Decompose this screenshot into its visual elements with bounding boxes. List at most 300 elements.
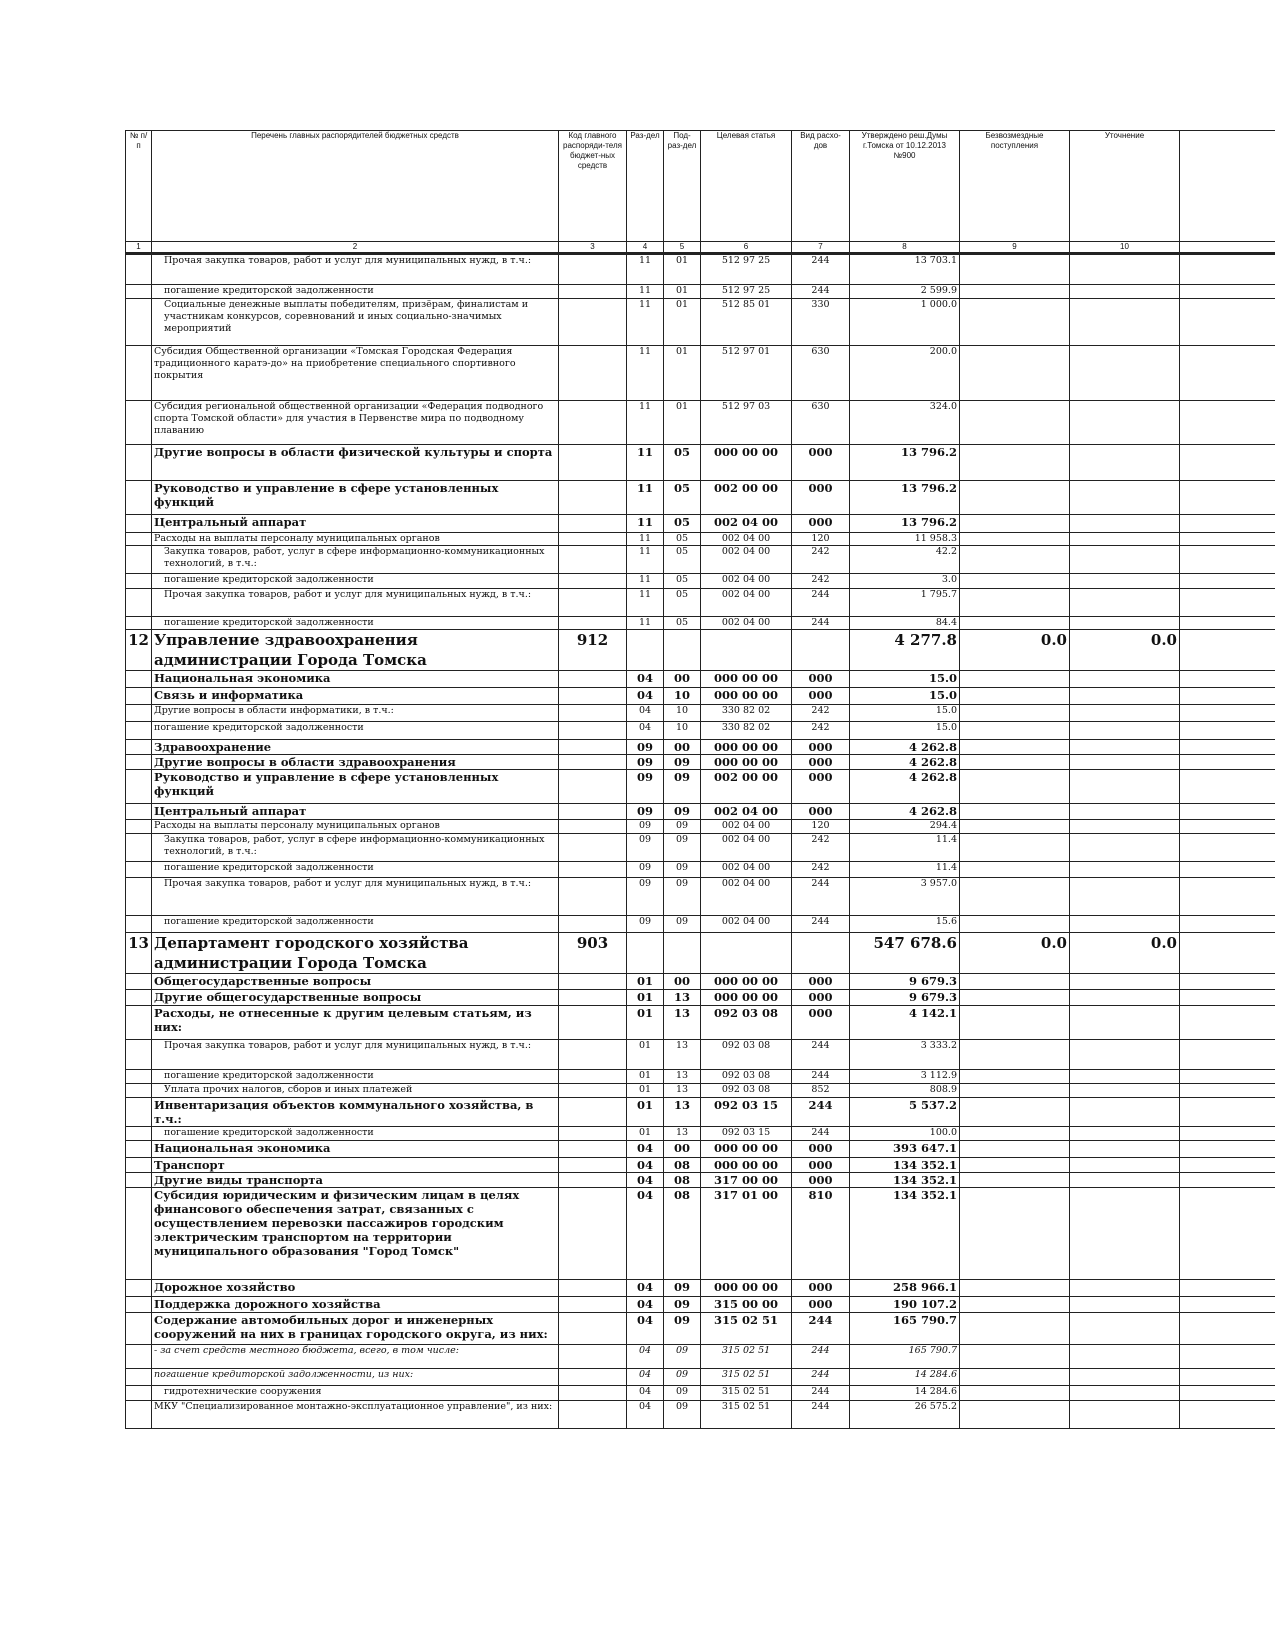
cell-code [559, 1158, 627, 1173]
cell-utoch: 0.0 [1070, 630, 1180, 671]
cell-utv: 26 575.2 [850, 1401, 960, 1429]
cell-utoch [1070, 285, 1180, 299]
cell-extra [1180, 834, 1275, 862]
cell-bezv [960, 481, 1070, 515]
cell-utoch [1070, 533, 1180, 546]
cell-statya: 002 04 00 [701, 574, 792, 589]
cell-razdel: 09 [627, 804, 664, 820]
cell-utoch [1070, 1345, 1180, 1369]
cell-vid: 000 [792, 804, 850, 820]
table-row [126, 722, 1275, 740]
cell-statya: 000 00 00 [701, 688, 792, 705]
cell-razdel: 01 [627, 1070, 664, 1084]
cell-name: Другие вопросы в области физической культуры и спорта [152, 445, 559, 481]
table-row [126, 1369, 1275, 1386]
cell-vid: 000 [792, 755, 850, 770]
cell-utv: 4 262.8 [850, 770, 960, 804]
cell-razdel: 04 [627, 1188, 664, 1280]
cell-num [126, 285, 152, 299]
cell-vid: 244 [792, 285, 850, 299]
cell-code [559, 574, 627, 589]
cell-podrazdel: 09 [664, 878, 701, 916]
cell-utv: 165 790.7 [850, 1345, 960, 1369]
cell-extra [1180, 862, 1275, 878]
cell-vid: 852 [792, 1084, 850, 1098]
cell-bezv: 0.0 [960, 630, 1070, 671]
cell-razdel: 09 [627, 820, 664, 834]
cell-num [126, 589, 152, 617]
cell-code [559, 254, 627, 285]
cell-code [559, 671, 627, 688]
cell-vid: 000 [792, 1280, 850, 1297]
cell-utoch [1070, 688, 1180, 705]
cell-num [126, 1098, 152, 1127]
header-num: № п/п [126, 131, 152, 242]
cell-num [126, 1158, 152, 1173]
cell-razdel: 04 [627, 1369, 664, 1386]
cell-extra [1180, 401, 1275, 445]
cell-utv: 9 679.3 [850, 974, 960, 990]
cell-podrazdel: 09 [664, 1297, 701, 1313]
cell-vid: 000 [792, 515, 850, 533]
cell-name: Здравоохранение [152, 740, 559, 755]
cell-statya: 002 04 00 [701, 515, 792, 533]
cell-extra [1180, 1158, 1275, 1173]
header-podrazdel: Под-раз-дел [664, 131, 701, 242]
cell-statya: 002 04 00 [701, 546, 792, 574]
cell-podrazdel: 09 [664, 770, 701, 804]
cell-utoch [1070, 1098, 1180, 1127]
cell-extra [1180, 1401, 1275, 1429]
cell-podrazdel: 05 [664, 546, 701, 574]
cell-code [559, 1127, 627, 1141]
cell-code [559, 1070, 627, 1084]
cell-bezv [960, 574, 1070, 589]
header-utoch: Уточнение [1070, 131, 1180, 242]
cell-utv: 258 966.1 [850, 1280, 960, 1297]
cell-num [126, 1070, 152, 1084]
cell-name: Дорожное хозяйство [152, 1280, 559, 1297]
cell-num [126, 1401, 152, 1429]
cell-num [126, 1188, 152, 1280]
cell-utoch [1070, 722, 1180, 740]
cell-extra [1180, 617, 1275, 630]
cell-statya: 317 01 00 [701, 1188, 792, 1280]
cell-extra [1180, 1188, 1275, 1280]
cell-num [126, 1127, 152, 1141]
cell-vid: 630 [792, 346, 850, 401]
cell-bezv [960, 862, 1070, 878]
cell-code [559, 916, 627, 933]
table-row [126, 804, 1275, 820]
cell-bezv [960, 1280, 1070, 1297]
cell-extra [1180, 1084, 1275, 1098]
table-row [126, 1084, 1275, 1098]
cell-bezv [960, 1098, 1070, 1127]
cell-razdel: 01 [627, 1040, 664, 1070]
cell-name: погашение кредиторской задолженности [152, 574, 559, 589]
table-row [126, 630, 1275, 671]
cell-code [559, 834, 627, 862]
cell-utv: 84.4 [850, 617, 960, 630]
cell-bezv [960, 688, 1070, 705]
cell-extra [1180, 1386, 1275, 1401]
cell-razdel: 11 [627, 574, 664, 589]
colnum: 8 [850, 242, 960, 254]
cell-vid [792, 933, 850, 974]
cell-bezv [960, 1188, 1070, 1280]
cell-statya: 000 00 00 [701, 445, 792, 481]
cell-razdel: 11 [627, 254, 664, 285]
colnum: 2 [152, 242, 559, 254]
cell-extra [1180, 574, 1275, 589]
cell-utv: 4 262.8 [850, 740, 960, 755]
cell-vid: 242 [792, 574, 850, 589]
cell-name: МКУ "Специализированное монтажно-эксплуатационное управление", из них: [152, 1401, 559, 1429]
cell-bezv [960, 974, 1070, 990]
header-statya: Целевая статья [701, 131, 792, 242]
cell-extra [1180, 705, 1275, 722]
cell-podrazdel: 08 [664, 1158, 701, 1173]
cell-num [126, 740, 152, 755]
cell-razdel: 01 [627, 1098, 664, 1127]
cell-extra [1180, 1313, 1275, 1345]
cell-bezv [960, 546, 1070, 574]
cell-name: Департамент городского хозяйства администрации Города Томска [152, 933, 559, 974]
cell-name: Другие виды транспорта [152, 1173, 559, 1188]
cell-vid: 000 [792, 1297, 850, 1313]
cell-utv: 4 262.8 [850, 755, 960, 770]
table-row [126, 974, 1275, 990]
cell-vid: 244 [792, 1040, 850, 1070]
cell-name: погашение кредиторской задолженности, из них: [152, 1369, 559, 1386]
cell-razdel: 11 [627, 445, 664, 481]
cell-extra [1180, 346, 1275, 401]
cell-bezv [960, 878, 1070, 916]
cell-utv: 808.9 [850, 1084, 960, 1098]
cell-code [559, 1188, 627, 1280]
cell-vid: 000 [792, 671, 850, 688]
cell-name: Другие вопросы в области информатики, в т.ч.: [152, 705, 559, 722]
cell-razdel: 09 [627, 740, 664, 755]
cell-podrazdel: 09 [664, 834, 701, 862]
cell-statya: 000 00 00 [701, 740, 792, 755]
cell-utv: 200.0 [850, 346, 960, 401]
cell-razdel: 04 [627, 1297, 664, 1313]
cell-code [559, 1141, 627, 1158]
cell-code: 912 [559, 630, 627, 671]
cell-extra [1180, 1127, 1275, 1141]
cell-bezv [960, 705, 1070, 722]
cell-code [559, 589, 627, 617]
cell-num [126, 546, 152, 574]
cell-extra [1180, 878, 1275, 916]
cell-vid: 244 [792, 1401, 850, 1429]
cell-extra [1180, 1345, 1275, 1369]
cell-utv: 4 277.8 [850, 630, 960, 671]
cell-podrazdel: 09 [664, 1401, 701, 1429]
cell-vid: 630 [792, 401, 850, 445]
cell-code [559, 1040, 627, 1070]
cell-name: погашение кредиторской задолженности [152, 1127, 559, 1141]
table-row [126, 533, 1275, 546]
cell-utoch [1070, 1127, 1180, 1141]
cell-vid: 810 [792, 1188, 850, 1280]
cell-name: погашение кредиторской задолженности [152, 285, 559, 299]
cell-utv: 190 107.2 [850, 1297, 960, 1313]
cell-podrazdel: 08 [664, 1173, 701, 1188]
cell-utv: 134 352.1 [850, 1173, 960, 1188]
cell-utoch [1070, 1070, 1180, 1084]
cell-name: погашение кредиторской задолженности [152, 722, 559, 740]
cell-utoch [1070, 481, 1180, 515]
cell-name: Субсидия Общественной организации «Томская Городская Федерация традиционного каратэ-до» на приобретение специального спортивного покрытия [152, 346, 559, 401]
cell-code [559, 755, 627, 770]
cell-vid: 244 [792, 1313, 850, 1345]
cell-num [126, 1141, 152, 1158]
cell-utv: 294.4 [850, 820, 960, 834]
cell-code [559, 445, 627, 481]
cell-podrazdel: 01 [664, 346, 701, 401]
cell-vid: 000 [792, 1158, 850, 1173]
cell-utv: 5 537.2 [850, 1098, 960, 1127]
table-row [126, 740, 1275, 755]
cell-name: Прочая закупка товаров, работ и услуг для муниципальных нужд, в т.ч.: [152, 589, 559, 617]
cell-razdel: 04 [627, 1280, 664, 1297]
cell-statya: 000 00 00 [701, 671, 792, 688]
cell-name: Уплата прочих налогов, сборов и иных платежей [152, 1084, 559, 1098]
cell-num: 13 [126, 933, 152, 974]
cell-statya: 315 02 51 [701, 1401, 792, 1429]
cell-bezv [960, 1040, 1070, 1070]
cell-utoch [1070, 1040, 1180, 1070]
cell-bezv [960, 804, 1070, 820]
table-row [126, 1006, 1275, 1040]
cell-vid: 000 [792, 1006, 850, 1040]
cell-bezv [960, 515, 1070, 533]
cell-razdel: 09 [627, 878, 664, 916]
cell-utv: 324.0 [850, 401, 960, 445]
cell-podrazdel: 00 [664, 1141, 701, 1158]
table-row [126, 862, 1275, 878]
cell-name: Национальная экономика [152, 1141, 559, 1158]
cell-utoch [1070, 755, 1180, 770]
cell-utoch [1070, 804, 1180, 820]
cell-vid: 244 [792, 1070, 850, 1084]
cell-podrazdel: 09 [664, 862, 701, 878]
table-row [126, 916, 1275, 933]
cell-utv: 2 599.9 [850, 285, 960, 299]
cell-name: Закупка товаров, работ, услуг в сфере информационно-коммуникационных технологий, в т.ч.: [152, 546, 559, 574]
cell-bezv [960, 755, 1070, 770]
cell-name: Прочая закупка товаров, работ и услуг для муниципальных нужд, в т.ч.: [152, 1040, 559, 1070]
cell-razdel: 11 [627, 617, 664, 630]
cell-statya: 092 03 08 [701, 1006, 792, 1040]
cell-code [559, 481, 627, 515]
cell-razdel: 04 [627, 671, 664, 688]
cell-utv: 134 352.1 [850, 1188, 960, 1280]
cell-name: Связь и информатика [152, 688, 559, 705]
cell-name: Расходы на выплаты персоналу муниципальных органов [152, 533, 559, 546]
cell-vid: 244 [792, 589, 850, 617]
cell-name: Прочая закупка товаров, работ и услуг для муниципальных нужд, в т.ч.: [152, 878, 559, 916]
cell-podrazdel: 01 [664, 299, 701, 346]
cell-statya: 315 02 51 [701, 1345, 792, 1369]
cell-utv: 1 000.0 [850, 299, 960, 346]
cell-podrazdel: 10 [664, 688, 701, 705]
cell-extra [1180, 285, 1275, 299]
cell-razdel: 01 [627, 974, 664, 990]
colnum: 9 [960, 242, 1070, 254]
cell-bezv [960, 254, 1070, 285]
table-row [126, 1040, 1275, 1070]
cell-extra [1180, 630, 1275, 671]
cell-utoch [1070, 1369, 1180, 1386]
header-row [126, 131, 1275, 242]
table-row [126, 1345, 1275, 1369]
colnum: 3 [559, 242, 627, 254]
cell-statya: 002 04 00 [701, 617, 792, 630]
cell-statya: 092 03 15 [701, 1098, 792, 1127]
cell-bezv [960, 1070, 1070, 1084]
cell-code [559, 1280, 627, 1297]
cell-code [559, 770, 627, 804]
header-utv: Утверждено реш.Думы г.Томска от 10.12.2013 №900 [850, 131, 960, 242]
cell-extra [1180, 740, 1275, 755]
cell-statya: 315 00 00 [701, 1297, 792, 1313]
cell-num [126, 916, 152, 933]
cell-podrazdel: 10 [664, 705, 701, 722]
cell-statya: 092 03 15 [701, 1127, 792, 1141]
cell-utoch [1070, 445, 1180, 481]
cell-podrazdel: 13 [664, 1070, 701, 1084]
cell-name: Руководство и управление в сфере установленных функций [152, 770, 559, 804]
cell-podrazdel [664, 933, 701, 974]
cell-statya: 512 97 25 [701, 254, 792, 285]
cell-razdel: 09 [627, 862, 664, 878]
cell-statya: 002 04 00 [701, 878, 792, 916]
cell-razdel: 04 [627, 1158, 664, 1173]
header-code: Код главного распоряди-теля бюджет-ных средств [559, 131, 627, 242]
cell-utoch [1070, 705, 1180, 722]
cell-utoch [1070, 878, 1180, 916]
table-row [126, 1188, 1275, 1280]
cell-utv: 13 703.1 [850, 254, 960, 285]
cell-podrazdel: 05 [664, 589, 701, 617]
cell-razdel: 11 [627, 515, 664, 533]
cell-name: Центральный аппарат [152, 804, 559, 820]
cell-extra [1180, 770, 1275, 804]
cell-statya: 002 00 00 [701, 770, 792, 804]
cell-statya: 092 03 08 [701, 1070, 792, 1084]
cell-utv: 13 796.2 [850, 445, 960, 481]
cell-name: Другие вопросы в области здравоохранения [152, 755, 559, 770]
cell-code [559, 688, 627, 705]
cell-utoch [1070, 1141, 1180, 1158]
cell-utoch [1070, 515, 1180, 533]
cell-name: Расходы, не отнесенные к другим целевым статьям, из них: [152, 1006, 559, 1040]
cell-name: Прочая закупка товаров, работ и услуг для муниципальных нужд, в т.ч.: [152, 254, 559, 285]
cell-utoch [1070, 834, 1180, 862]
header-razdel: Раз-дел [627, 131, 664, 242]
cell-bezv [960, 1084, 1070, 1098]
cell-num [126, 878, 152, 916]
cell-razdel: 11 [627, 285, 664, 299]
cell-code [559, 990, 627, 1006]
cell-name: гидротехнические сооружения [152, 1386, 559, 1401]
table-row [126, 820, 1275, 834]
cell-code [559, 1006, 627, 1040]
table-row [126, 574, 1275, 589]
cell-extra [1180, 1040, 1275, 1070]
cell-utv: 4 142.1 [850, 1006, 960, 1040]
cell-utv: 13 796.2 [850, 481, 960, 515]
cell-num [126, 834, 152, 862]
cell-razdel: 11 [627, 346, 664, 401]
cell-bezv [960, 285, 1070, 299]
cell-name: Расходы на выплаты персоналу муниципальных органов [152, 820, 559, 834]
cell-podrazdel: 01 [664, 285, 701, 299]
cell-utoch [1070, 401, 1180, 445]
table-row [126, 346, 1275, 401]
cell-num [126, 346, 152, 401]
cell-vid: 244 [792, 1345, 850, 1369]
cell-utv: 15.0 [850, 705, 960, 722]
cell-vid: 000 [792, 481, 850, 515]
cell-num [126, 533, 152, 546]
table-row [126, 1127, 1275, 1141]
cell-podrazdel: 09 [664, 916, 701, 933]
cell-extra [1180, 515, 1275, 533]
cell-code [559, 878, 627, 916]
cell-extra [1180, 546, 1275, 574]
cell-utv: 1 795.7 [850, 589, 960, 617]
table-row [126, 589, 1275, 617]
cell-utoch [1070, 1188, 1180, 1280]
cell-utoch [1070, 671, 1180, 688]
cell-num [126, 990, 152, 1006]
cell-utoch [1070, 1386, 1180, 1401]
cell-bezv [960, 401, 1070, 445]
cell-utoch [1070, 346, 1180, 401]
cell-razdel: 09 [627, 770, 664, 804]
cell-razdel: 04 [627, 1345, 664, 1369]
cell-name: погашение кредиторской задолженности [152, 1070, 559, 1084]
cell-utoch [1070, 1173, 1180, 1188]
cell-statya: 002 04 00 [701, 862, 792, 878]
cell-extra [1180, 1070, 1275, 1084]
cell-vid: 242 [792, 722, 850, 740]
cell-statya: 002 04 00 [701, 589, 792, 617]
cell-code [559, 1084, 627, 1098]
cell-utv: 15.0 [850, 671, 960, 688]
cell-extra [1180, 1280, 1275, 1297]
table-row [126, 254, 1275, 285]
cell-name: Центральный аппарат [152, 515, 559, 533]
cell-razdel: 01 [627, 1084, 664, 1098]
cell-bezv [960, 445, 1070, 481]
cell-code [559, 804, 627, 820]
cell-extra [1180, 804, 1275, 820]
cell-code [559, 515, 627, 533]
cell-podrazdel: 13 [664, 1084, 701, 1098]
cell-name: Поддержка дорожного хозяйства [152, 1297, 559, 1313]
cell-utoch [1070, 862, 1180, 878]
cell-podrazdel: 09 [664, 804, 701, 820]
cell-code [559, 1173, 627, 1188]
table-row [126, 755, 1275, 770]
cell-bezv [960, 1401, 1070, 1429]
